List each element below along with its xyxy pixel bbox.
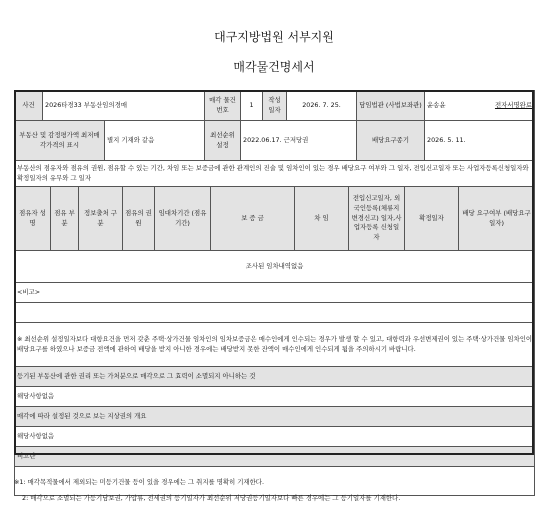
section-remarks-title: 비고란 — [15, 447, 535, 467]
occupant-header: 확정일자 — [405, 187, 459, 251]
court-name: 대구지방법원 서부지원 — [214, 30, 334, 44]
date-value: 2026. 7. 25. — [287, 91, 357, 121]
appraisal-value: 별지 기재와 같음 — [105, 121, 205, 161]
star-note: ※ 최선순위 설정일자보다 대항요건을 먼저 갖춘 주택·상가건물 임차인의 임차보증금은 매수인에게 인수되는 경우가 발생 할 수 있고, 대항력과 우선변제권이 있는 주택·상가건물 임차인이 배당요구를 하였으나 보증금 전액에 관하여 배당을 받지 아니한 경우에는 배당받지 못한 잔액이 매수인에게 인수되게 됨을 주의하시기 바랍니다. — [15, 323, 535, 367]
occupant-header: 배당 요구여부 (배당요구일자) — [459, 187, 535, 251]
first-lien-value: 2022.06.17. 근저당권 — [241, 121, 357, 161]
section-unextinguished-rights-value: 해당사항없음 — [15, 387, 535, 407]
case-value: 2026타경33 부동산임의경매 — [43, 91, 205, 121]
occupant-header: 보 증 금 — [211, 187, 295, 251]
footnote-1: ※1: 매각목적물에서 제외되는 미등기건물 등이 있을 경우에는 그 취지를 명확히 기재한다. — [14, 478, 264, 486]
occupant-header: 점유자 성 명 — [15, 187, 51, 251]
deadline-label: 배당요구종기 — [357, 121, 425, 161]
document-border — [14, 90, 534, 455]
remarks-label: <비고> — [15, 283, 535, 303]
appraisal-label: 부동산 및 감정평가액 최저매각가격의 표시 — [15, 121, 105, 161]
section-superficies-value: 해당사항없음 — [15, 427, 535, 447]
occupancy-note: 부동산의 점유자와 점유의 권원, 점유할 수 있는 기간, 차임 또는 보증금에 관한 관계인의 진술 및 임차인이 있는 경우 배당요구 여부와 그 일자, 전입신고일자 또는 사업자등록신청일자와 확정일자의 유무와 그 일자 — [15, 161, 535, 187]
deadline-value: 2026. 5. 11. — [425, 121, 535, 161]
case-label: 사건 — [15, 91, 43, 121]
occupant-header: 점유 부분 — [51, 187, 79, 251]
footnote-2: 2: 매각으로 소멸되는 가등기담보권, 가압류, 전세권의 등기일자가 최선순위 저당권등기일자보다 빠른 경우에는 그 등기일자를 기재한다. — [22, 494, 401, 502]
section-superficies-title: 매각에 따라 설정된 것으로 보는 지상권의 개요 — [15, 407, 535, 427]
item-number-label: 매각 물건번호 — [205, 91, 241, 121]
date-label: 작성 일자 — [263, 91, 287, 121]
section-unextinguished-rights-title: 등기된 부동산에 관한 권리 또는 가처분으로 매각으로 그 효력이 소멸되지 아니하는 것 — [15, 367, 535, 387]
item-number-value: 1 — [241, 91, 263, 121]
occupant-header: 임대차기간 (점유기간) — [155, 187, 211, 251]
occupant-header: 차 임 — [295, 187, 349, 251]
occupant-header: 정보출처 구 분 — [79, 187, 123, 251]
judge-label: 담임법관 (사법보좌관) — [357, 91, 425, 121]
e-signature-mark: 전자서명완료 — [494, 100, 532, 109]
document-title: 매각물건명세서 — [233, 60, 315, 74]
first-lien-label: 최선순위 설정 — [205, 121, 241, 161]
no-survey-row: 조사된 임차내역없음 — [15, 251, 535, 283]
judge-name: 윤송윤 — [427, 100, 446, 109]
occupant-header: 점유의 권 원 — [123, 187, 155, 251]
occupant-header: 전입신고일자, 외국인등록(체류지변경신고) 일자,사업자등록 신청일자 — [349, 187, 405, 251]
